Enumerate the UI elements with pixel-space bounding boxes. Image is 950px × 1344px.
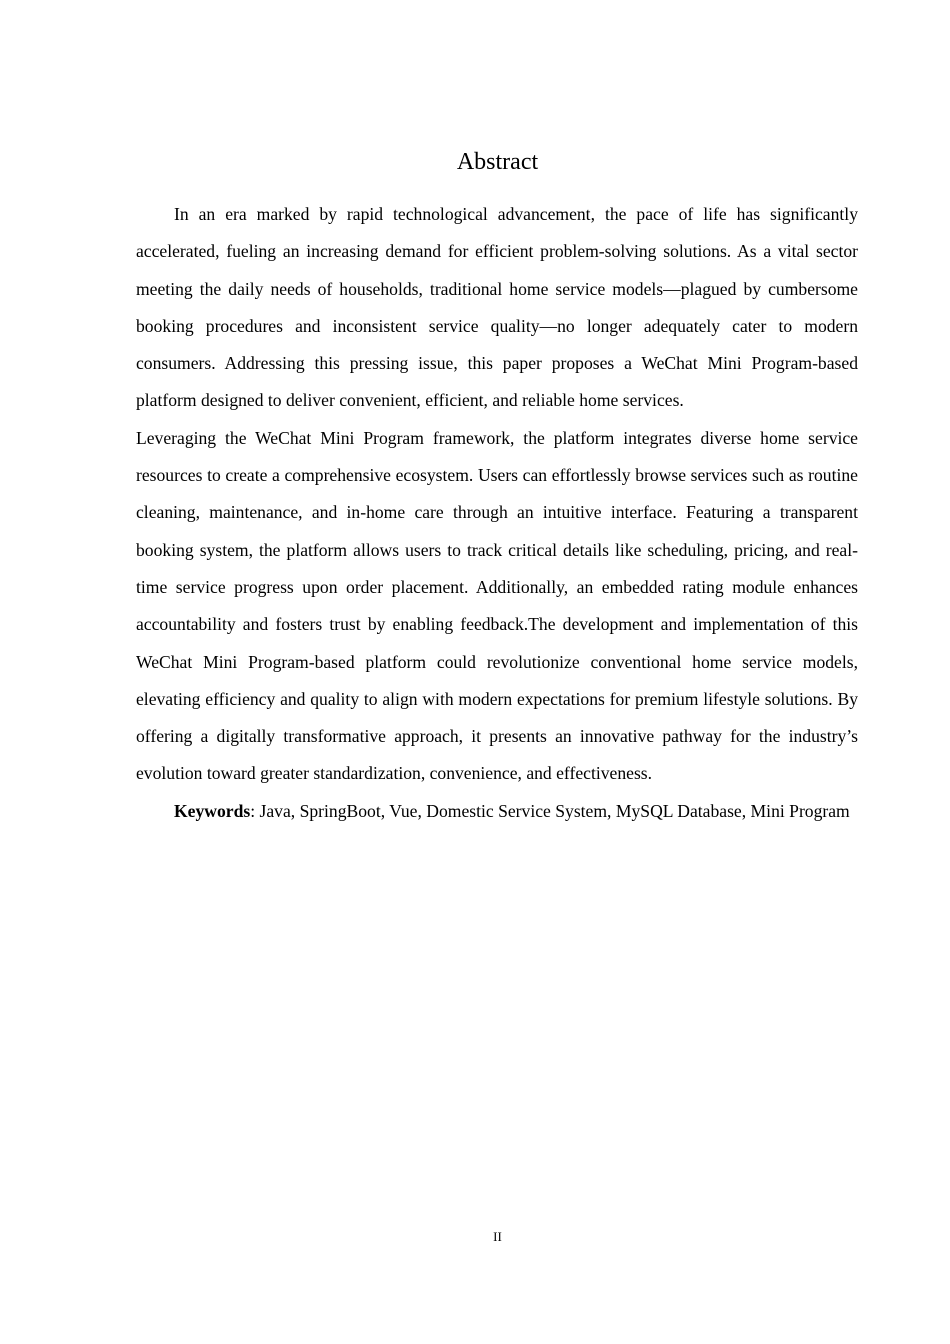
- abstract-paragraph-2: Leveraging the WeChat Mini Program framework, the platform integrates diverse home service resources to create a comprehensive ecosystem. Users can effortlessly browse services such as routine cleaning, maintenance, and in-home care through an intuitive interface. Featuring a transparent booking system, the platform allows users to track critical details like scheduling, pricing, and real-time service progress upon order placement. Additionally, an embedded rating module enhances accountability and fosters trust by enabling feedback.The development and implementation of this WeChat Mini Program-based platform could revolutionize conventional home service models, elevating efficiency and quality to align with modern expectations for premium lifestyle solutions. By offering a digitally transformative approach, it presents an innovative pathway for the industry’s evolution toward greater standardization, convenience, and effectiveness.: [136, 427, 858, 784]
- keywords-text: Java, SpringBoot, Vue, Domestic Service System, MySQL Database, Mini Program: [259, 800, 850, 821]
- keywords-label: Keywords: [174, 800, 251, 821]
- page-number: II: [493, 1229, 502, 1244]
- abstract-body: [136, 196, 858, 830]
- abstract-paragraph-1: In an era marked by rapid technological advancement, the pace of life has significantly accelerated, fueling an increasing demand for efficient problem-solving solutions. As a vital sector meeting the daily needs of households, traditional home service models—plagued by cumbersome booking procedures and inconsistent service quality—no longer adequately cater to modern consumers. Addressing this pressing issue, this paper proposes a WeChat Mini Program-based platform designed to deliver convenient, efficient, and reliable home services.: [136, 204, 858, 411]
- keywords-line: [136, 793, 858, 830]
- abstract-title: Abstract: [456, 149, 539, 175]
- keywords-separator: :: [250, 800, 260, 821]
